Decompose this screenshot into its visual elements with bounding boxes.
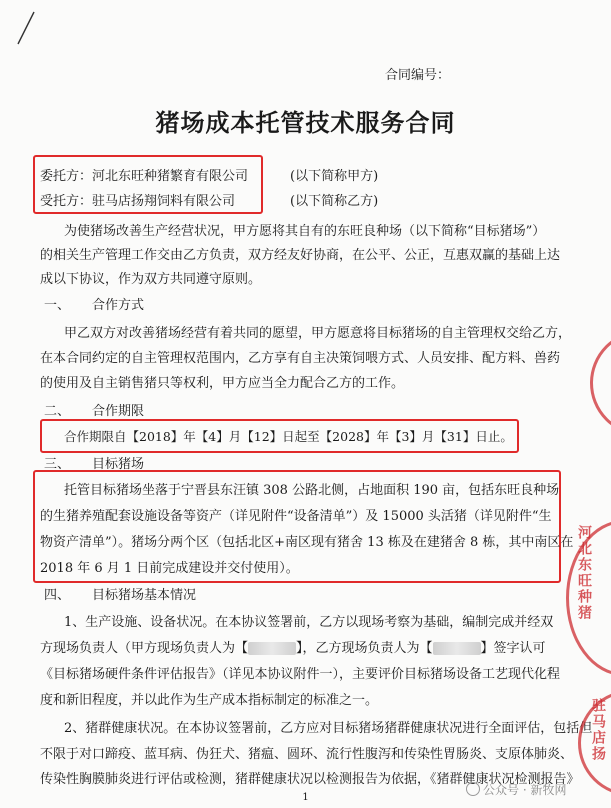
body-line: 的使用及自主销售猪只等权利，甲方应当全力配合乙方的工作。 [40, 376, 405, 391]
watermark: 公众号 · 新牧网 [466, 781, 566, 798]
body-line: 物资产清单”）。猪场分两个区（包括北区+南区现有猪舍 13 栋及在建猪舍 8 栋，其中南区在 [40, 535, 574, 550]
intro-line: 成以下协议，作为双方共同遵守原则。 [40, 272, 262, 287]
body-line: 在本合同约定的自主管理权范围内，乙方享有自主决策饲喂方式、人员安排、配方料、兽药 [40, 351, 561, 366]
body-line: 传染性胸膜肺炎进行评估或检测，猪群健康状况以检测报告为依据，《猪群健康状况检测报告》 [40, 772, 580, 787]
section-heading-cooperation-method: 一、 合作方式 [44, 298, 145, 313]
body-line: 1、生产设施、设备状况。在本协议签署前，乙方以现场考察为基础，编制完成并经双 [64, 615, 554, 630]
entrusted-alias: (以下简称乙方) [290, 194, 379, 209]
entrusted-party: 受托方：驻马店扬翔饲料有限公司 [40, 194, 236, 209]
redacted-name [433, 642, 481, 655]
body-line: 不限于对口蹄疫、蓝耳病、伪狂犬、猪瘟、圆环、流行性腹泻和传染性胃肠炎、支原体肺炎、 [40, 747, 574, 762]
seal-lettering: 驻马店扬 [590, 698, 606, 762]
intro-line: 的相关生产管理工作交由乙方负责，双方经友好协商，在公平、公正，互惠双赢的基础上达 [40, 248, 561, 263]
body-line: 度和新旧程度，并以此作为生产成本指标制定的标准之一。 [40, 693, 379, 708]
body-line: 托管目标猪场坐落于宁晋县东汪镇 308 公路北侧，占地面积 190 亩，包括东旺良种场 [64, 483, 560, 498]
body-line: 2、猪群健康状况。在本协议签署前，乙方应对目标猪场猪群健康状况进行全面评估，包括但 [64, 721, 593, 736]
section-heading-cooperation-term: 二、 合作期限 [44, 404, 145, 419]
pen-stroke-mark [14, 8, 44, 48]
wechat-icon [466, 782, 480, 796]
contract-title: 猪场成本托管技术服务合同 [155, 109, 456, 137]
seal-lettering: 河北东旺种猪 [576, 525, 592, 621]
body-line: 2018 年 6 月 1 日前完成建设并交付使用）。 [40, 561, 299, 576]
entrusting-party: 委托方：河北东旺种猪繁育有限公司 [40, 169, 249, 184]
company-seal-top [590, 330, 611, 436]
body-line: 《目标猪场硬件条件评估报告》（详见本协议附件一），主要评价目标猪场设备工艺现代化程 [40, 667, 561, 682]
page-number: 1 [302, 792, 309, 803]
section-heading-farm-basic-info: 四、 目标猪场基本情况 [44, 588, 197, 603]
contract-number-label: 合同编号： [385, 68, 451, 83]
section-heading-target-farm: 三、 目标猪场 [44, 457, 145, 472]
body-line-with-redactions: 方现场负责人（甲方现场负责人为【 】，乙方现场负责人为【 】签字认可 [40, 641, 546, 656]
body-line: 的生猪养殖配套设施设备等资产（详见附件“设备清单”）及 15000 头活猪（详见附件“生 [40, 509, 552, 524]
cooperation-term-line: 合作期限自【2018】年【4】月【12】日起至【2028】年【3】月【31】日止。 [64, 429, 513, 444]
intro-line: 为使猪场改善生产经营状况，甲方愿将其自有的东旺良种场（以下简称“目标猪场”） [64, 224, 546, 239]
redacted-name [248, 642, 296, 655]
entrusting-alias: (以下简称甲方) [290, 169, 379, 184]
body-line: 甲乙双方对改善猪场经营有着共同的愿望，甲方愿意将目标猪场的自主管理权交给乙方， [64, 326, 572, 341]
